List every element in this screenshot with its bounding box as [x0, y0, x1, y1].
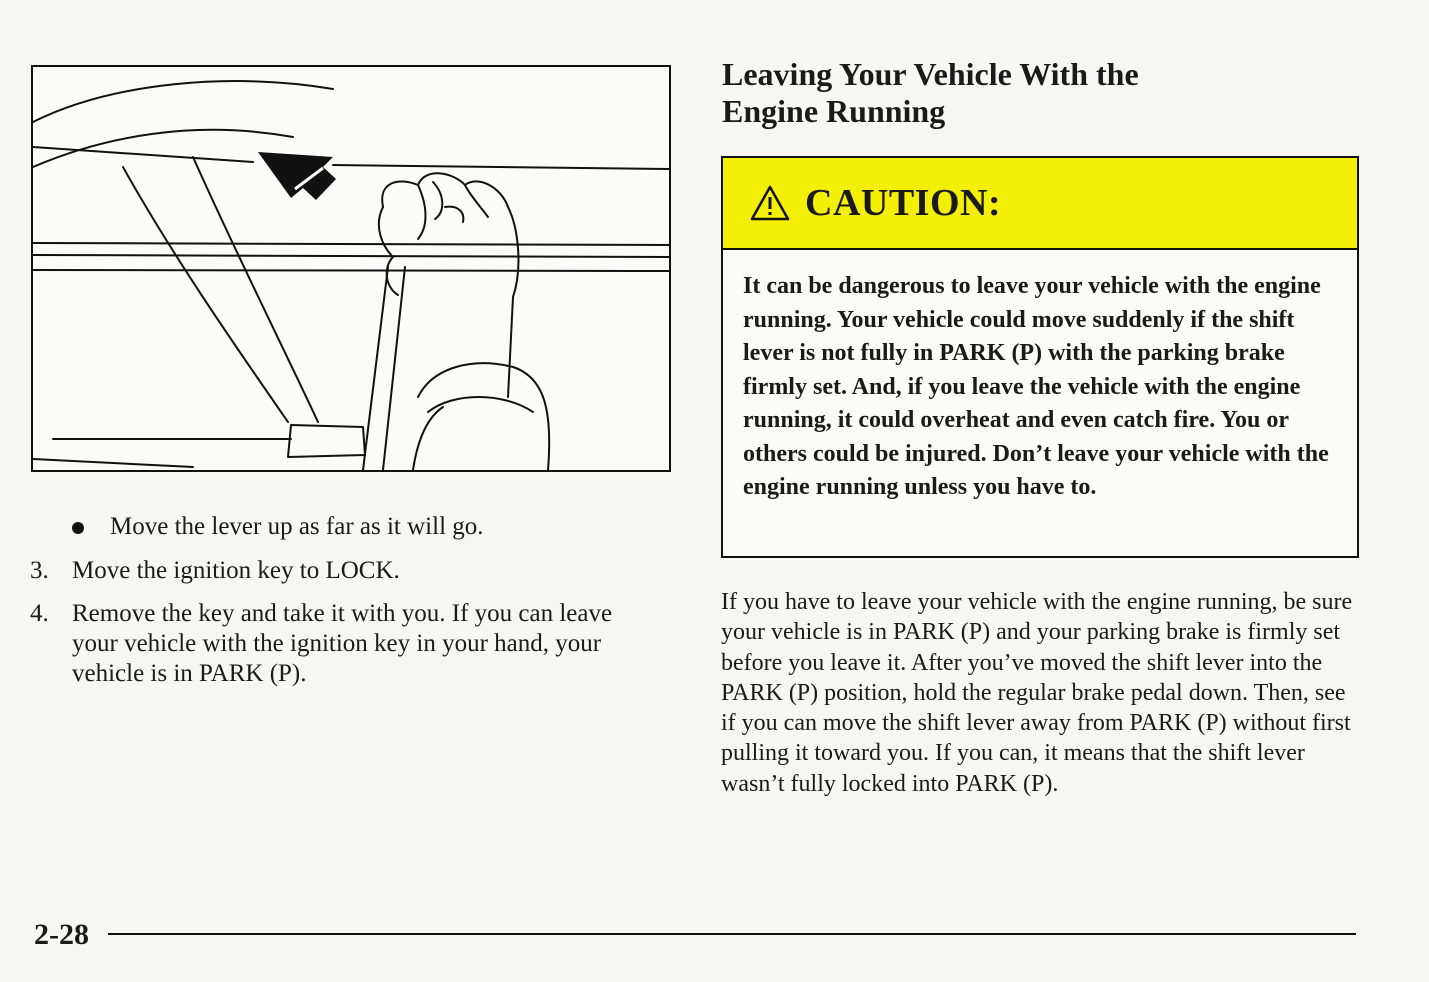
heading-line-1: Leaving Your Vehicle With the: [722, 56, 1139, 92]
step-text: Move the ignition key to LOCK.: [72, 557, 400, 584]
warning-triangle-icon: [749, 184, 791, 222]
caution-header: [723, 158, 1357, 250]
shift-lever-illustration-icon: [33, 67, 669, 470]
step-4: [30, 599, 630, 689]
step-number: 3.: [30, 557, 49, 584]
shift-lever-illustration: [31, 65, 671, 472]
step-text: Remove the key and take it with you. If you can leave your vehicle with the ignition key in your hand, your vehicle is in PARK (P).: [72, 600, 613, 687]
bullet-icon: [72, 522, 84, 534]
caution-title: CAUTION:: [805, 182, 1002, 224]
instruction-paragraph: If you have to leave your vehicle with the engine running, be sure your vehicle is in PARK (P) and your parking brake is firmly set before you leave it. After you’ve moved the shift lever into the PARK (P) position, hold the regular brake pedal down. Then, see if you can move the shift lever away from PARK (P) without first pulling it toward you. If you can, it means that the shift lever wasn’t fully locked into PARK (P).: [721, 589, 1353, 797]
heading-line-2: Engine Running: [722, 93, 946, 129]
step-3: [30, 556, 630, 586]
bullet-text: Move the lever up as far as it will go.: [110, 513, 484, 540]
caution-box: [721, 156, 1359, 558]
list-item: [30, 512, 630, 542]
step-number: 4.: [30, 600, 49, 627]
left-column: [30, 512, 630, 702]
page-number: 2-28: [34, 918, 89, 951]
section-heading: [722, 56, 1342, 130]
footer-rule: [108, 933, 1356, 935]
caution-text: It can be dangerous to leave your vehicle with the engine running. Your vehicle could move suddenly if the shift lever is not fully in PARK (P) with the parking brake firmly set. And, if you leave the vehicle with the engine running, it could overheat and even catch fire. You or others could be injured. Don’t leave your vehicle with the engine running unless you have to.: [743, 273, 1329, 500]
